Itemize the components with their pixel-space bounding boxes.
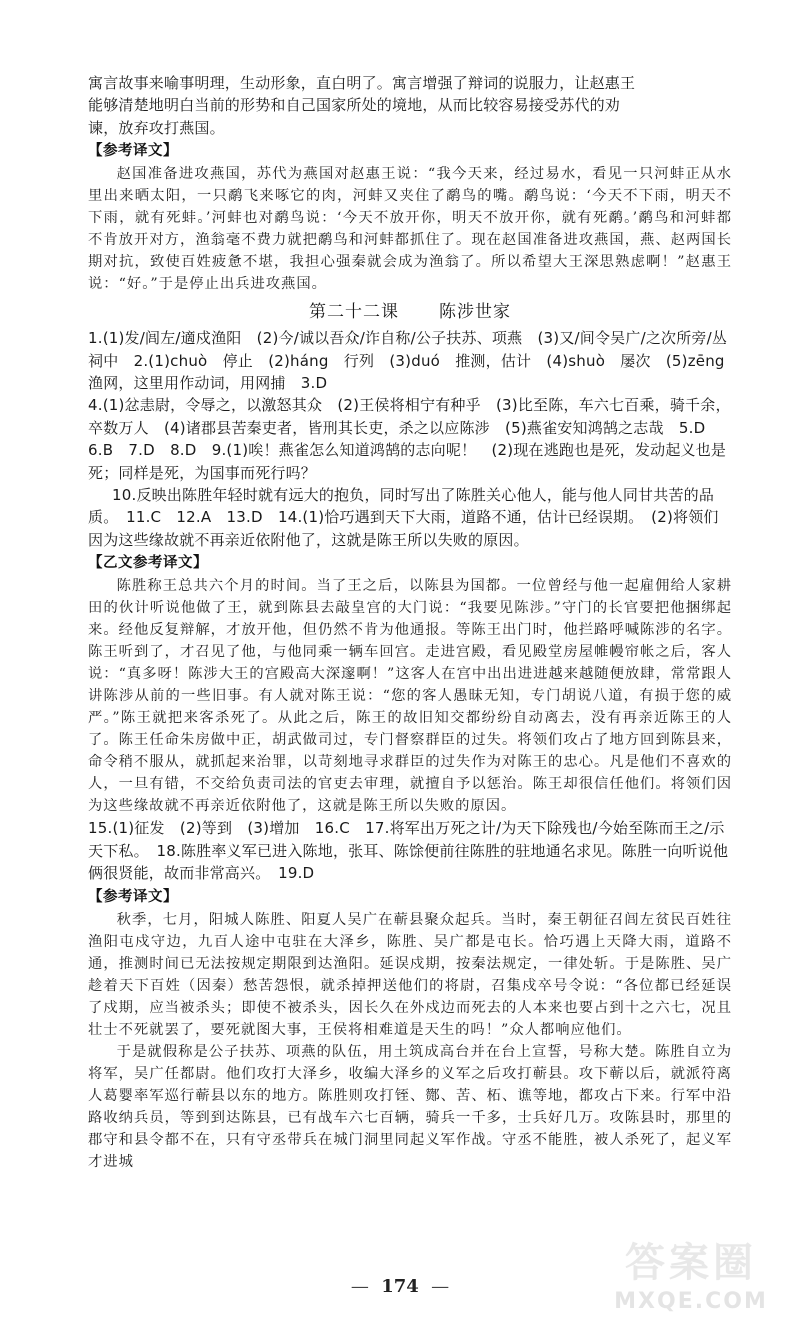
intro-line: 寓言故事来喻事明理，生动形象，直白明了。寓言增强了辩词的说服力，让赵惠王 [88, 74, 636, 92]
reference-translation-para-1: 秋季，七月，阳城人陈胜、阳夏人吴广在蕲县聚众起兵。当时，秦王朝征召闾左贫民百姓往渔阳屯戍守边，九百人途中屯驻在大泽乡，陈胜、吴广都是屯长。恰巧遇上天降大雨，道路不通，推测时间已无法按规定期限到达渔阳。延误戍期，按秦法规定，一律处斩。于是陈胜、吴广趁着天下百姓（因秦）愁苦怨恨，就杀掉押送他们的将尉，召集戍卒号令说：“各位都已经延误了戍期，应当被杀头；即使不被杀头，因长久在外戍边而死去的人本来也要占到十之六七，况且壮士不死就罢了，要死就图大事，王侯将相难道是天生的吗！”众人都响应他们。 [88, 911, 732, 1038]
intro-line: 能够清楚地明白当前的形势和自己国家所处的境地，从而比较容易接受苏代的劝 [88, 96, 621, 115]
answers-block-3: 10.反映出陈胜年轻时就有远大的抱负，同时写出了陈胜关心他人，能与他人同甘共苦的品质。 11.C 12.A 13.D 14.(1)恰巧遇到天下大雨，道路不通，估计已经误期。 (2)将领们因为这些缘故就不再亲近依附他了，这就是陈王所以失败的原因。 [88, 486, 719, 549]
intro-line: 谏，放弃攻打燕国。 [88, 118, 225, 137]
reference-translation-heading: 【参考译文】 [88, 143, 178, 160]
footer-dash-left: — [350, 1276, 369, 1297]
lesson-title [88, 297, 732, 327]
watermark-url: MXQE.COM [614, 1289, 768, 1314]
reference-translation-para-2: 于是就假称是公子扶苏、项燕的队伍，用土筑成高台并在台上宣誓，号称大楚。陈胜自立为将军，吴广任都尉。他们攻打大泽乡，收编大泽乡的义军之后攻打蕲县。攻下蕲以后，就派符离人葛婴率军巡行蕲县以东的地方。陈胜则攻打铚、酂、苦、柘、谯等地，都攻占下来。行军中沿路收纳兵员，等到到达陈县，已有战车六七百辆，骑兵一千多，士兵好几万。攻陈县时，那里的郡守和县令都不在，只有守丞带兵在城门洞里同起义军作战。守丞不能胜，被人杀死了，起义军才进城 [88, 1043, 732, 1170]
answers-block-2: 4.(1)忿恚尉，令辱之，以激怒其众 (2)王侯将相宁有种乎 (3)比至陈，车六七百乘，骑千余，卒数万人 (4)诸郡县苦秦吏者，皆刑其长吏，杀之以应陈涉 (5)燕雀安知鸿鹄之志哉 5.D 6.B 7.D 8.D 9.(1)唉！燕雀怎么知道鸿鹄的志向呢！ (2)现在逃跑也是死，发动起义也是死；同样是死，为国事而死行吗？ [88, 396, 731, 482]
footer-dash-right: — [431, 1276, 450, 1297]
reference-translation-text: 赵国准备进攻燕国，苏代为燕国对赵惠王说：“我今天来，经过易水，看见一只河蚌正从水里出来晒太阳，一只鹬飞来啄它的肉，河蚌又夹住了鹬鸟的嘴。鹬鸟说：‘今天不下雨，明天不下雨，就有死蚌。’河蚌也对鹬鸟说：‘今天不放开你，明天不放开你，就有死鹬。’鹬鸟和河蚌都不肯放开对方，渔翁毫不费力就把鹬鸟和河蚌都抓住了。现在赵国准备进攻燕国，燕、赵两国长期对抗，致使百姓疲惫不堪，我担心强秦就会成为渔翁了。所以希望大王深思熟虑啊！”赵惠王说：“好。”于是停止出兵进攻燕国。 [88, 166, 732, 293]
page-body [88, 72, 740, 1173]
page-number: 174 [381, 1276, 419, 1297]
reference-translation-heading-2: 【参考译文】 [88, 888, 178, 905]
yi-translation-heading: 【乙文参考译文】 [88, 555, 208, 572]
lesson-number: 第二十二课 [309, 302, 399, 323]
answers-block-1: 1.(1)发/闾左/適戍渔阳 (2)今/诚以吾众/诈自称/公子扶苏、项燕 (3)又/间令吴广/之次所旁/丛祠中 2.(1)chuò 停止 (2)háng 行列 (3)duó 推测，估计 (4)shuò 屡次 (5)zēng 渔网，这里用作动词，用网捕 3.D [88, 329, 740, 393]
answers-block-4: 15.(1)征发 (2)等到 (3)增加 16.C 17.将军出万死之计/为天下除残也/今始至陈而王之/示天下私。 18.陈胜率义军已进入陈地，张耳、陈馀便前往陈胜的驻地通名求见。陈胜一向听说他俩很贤能，故而非常高兴。 19.D [88, 819, 729, 883]
lesson-name: 陈涉世家 [439, 302, 511, 323]
watermark-text: 答案圈 [625, 1240, 757, 1286]
watermark-logo [596, 1237, 786, 1325]
yi-translation-text: 陈胜称王总共六个月的时间。当了王之后，以陈县为国都。一位曾经与他一起雇佣给人家耕田的伙计听说他做了王，就到陈县去敲皇宫的大门说：“我要见陈涉。”守门的长官要把他捆绑起来。经他反复辩解，才放开他，但仍然不肯为他通报。等陈王出门时，他拦路呼喊陈涉的名字。陈王听到了，才召见了他，与他同乘一辆车回宫。走进宫殿，看见殿堂房屋帷幔帘帐之后，客人说：“真多呀！陈涉大王的宫殿高大深邃啊！”这客人在宫中出出进进越来越随便放肆，常常跟人讲陈涉从前的一些旧事。有人就对陈王说：“您的客人愚昧无知，专门胡说八道，有损于您的威严。”陈王就把来客杀死了。从此之后，陈王的故旧知交都纷纷自动离去，没有再亲近陈王的人了。陈王任命朱房做中正，胡武做司过，专门督察群臣的过失。将领们攻占了地方回到陈县来，命令稍不服从，就抓起来治罪，以苛刻地寻求群臣的过失作为对陈王的忠心。凡是他们不喜欢的人，一旦有错，不交给负责司法的官吏去审理，就擅自予以惩治。陈王却很信任他们。将领们因为这些缘故就不再亲近依附他了，这就是陈王所以失败的原因。 [88, 578, 732, 815]
intro-paragraph [88, 72, 732, 139]
